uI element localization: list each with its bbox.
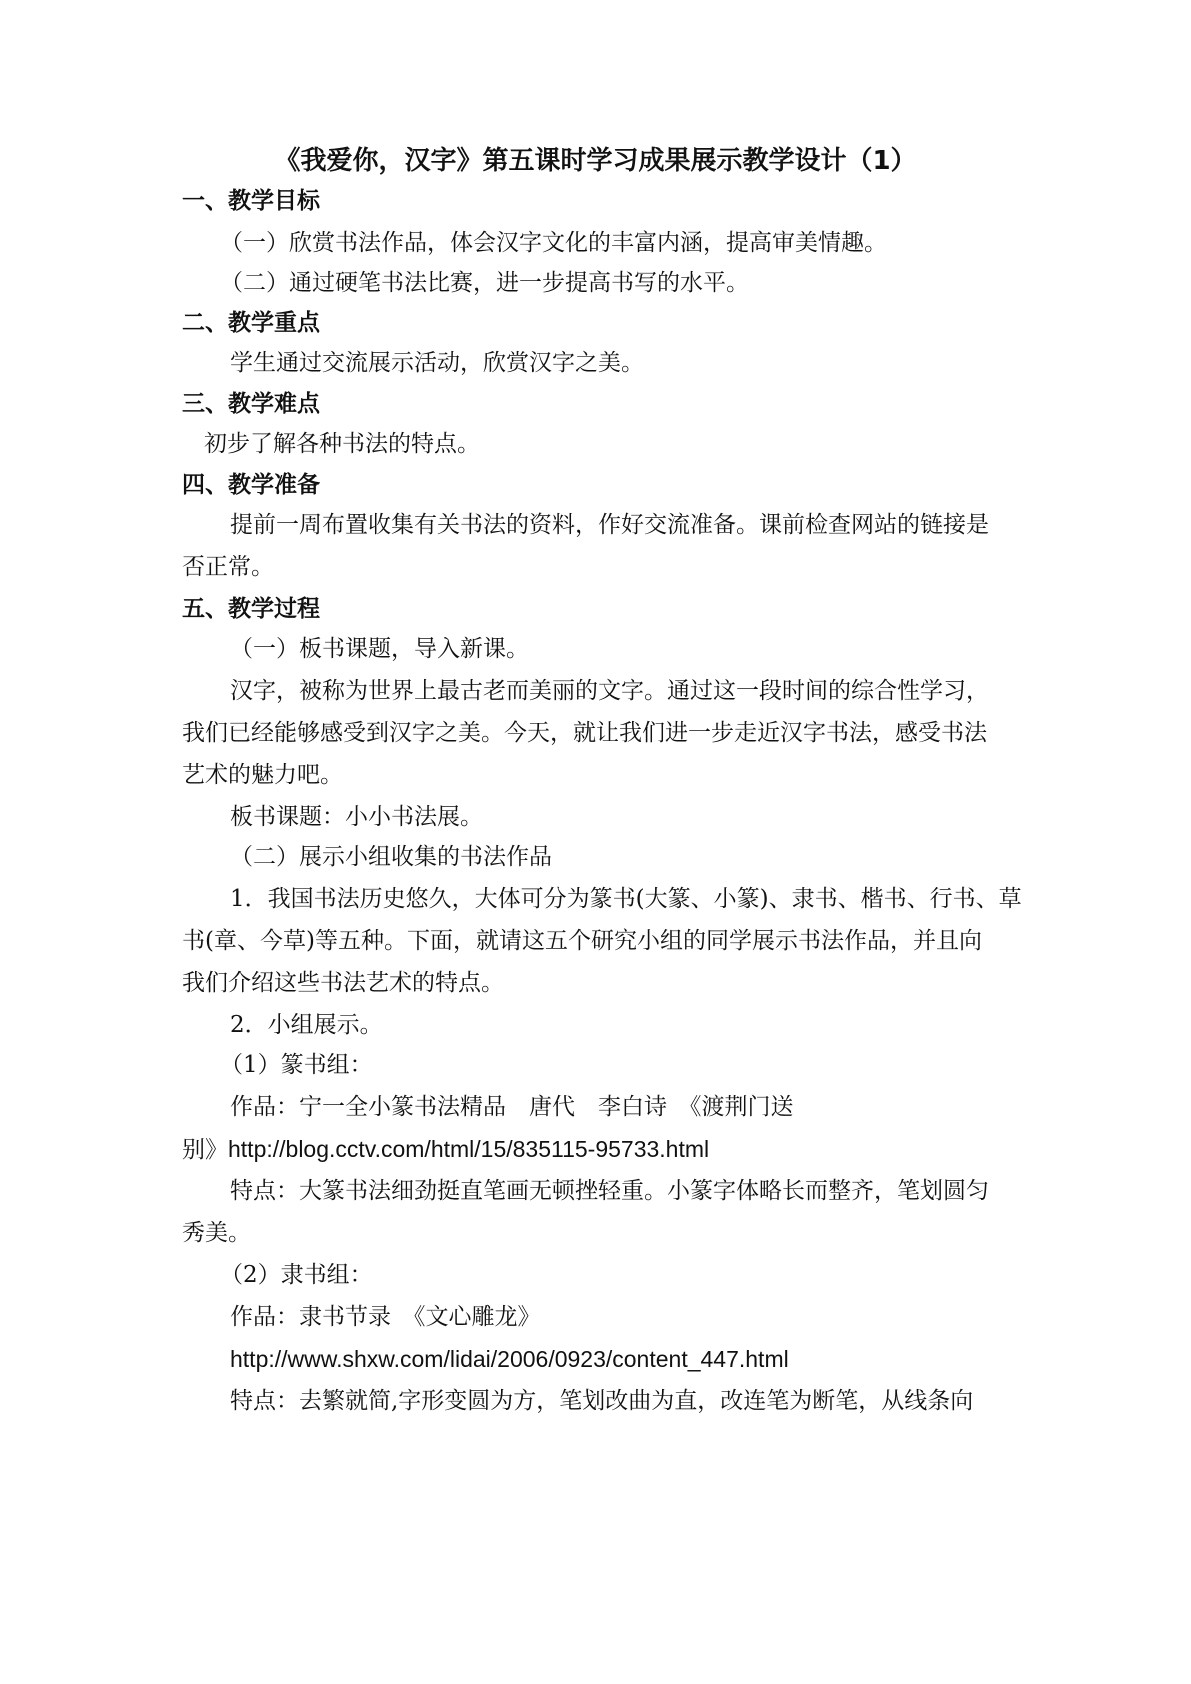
clerical-group-label: （2）隶书组：	[220, 1262, 373, 1288]
process-step-1: （一）板书课题，导入新课。	[230, 636, 529, 662]
objective-item-2: （二）通过硬笔书法比赛，进一步提高书写的水平。	[220, 270, 749, 296]
section-heading-focus: 二、教学重点	[182, 310, 320, 336]
process-paragraph-line: 我们已经能够感受到汉字之美。今天，就让我们进一步走近汉字书法，感受书法	[182, 720, 987, 746]
seal-group-work-line-2	[182, 1134, 1022, 1165]
seal-group-work-line-1: 作品：宁一全小篆书法精品 唐代 李白诗 《渡荆门送	[230, 1094, 794, 1120]
page-title: 《我爱你，汉字》第五课时学习成果展示教学设计（1）	[274, 146, 917, 176]
seal-group-feature-line: 特点：大篆书法细劲挺直笔画无顿挫轻重。小篆字体略长而整齐，笔划圆匀	[230, 1178, 989, 1204]
clerical-group-link[interactable]: http://www.shxw.com/lidai/2006/0923/content_447.html	[230, 1346, 789, 1372]
history-paragraph-line: 书(章、今草)等五种。下面，就请这五个研究小组的同学展示书法作品，并且向	[182, 928, 982, 954]
clerical-group-work: 作品：隶书节录 《文心雕龙》	[230, 1304, 541, 1330]
seal-group-feature-line: 秀美。	[182, 1220, 251, 1246]
process-step-2: （二）展示小组收集的书法作品	[230, 844, 552, 870]
difficulty-text: 初步了解各种书法的特点。	[204, 431, 480, 457]
preparation-line-1: 提前一周布置收集有关书法的资料，作好交流准备。课前检查网站的链接是	[230, 512, 989, 538]
history-paragraph-line: 我们介绍这些书法艺术的特点。	[182, 970, 504, 996]
history-paragraph-line: 1．我国书法历史悠久，大体可分为篆书(大篆、小篆)、隶书、楷书、行书、草	[230, 886, 1022, 912]
section-heading-process: 五、教学过程	[182, 596, 320, 622]
focus-text: 学生通过交流展示活动，欣赏汉字之美。	[230, 350, 644, 376]
board-title-text: 板书课题：小小书法展。	[230, 804, 483, 830]
seal-group-link[interactable]: http://blog.cctv.com/html/15/835115-95733.html	[228, 1136, 710, 1162]
process-paragraph-line: 汉字，被称为世界上最古老而美丽的文字。通过这一段时间的综合性学习，	[230, 678, 989, 704]
group-display-label: 2．小组展示。	[230, 1012, 383, 1038]
objective-item-1: （一）欣赏书法作品，体会汉字文化的丰富内涵，提高审美情趣。	[220, 230, 887, 256]
seal-group-work-prefix: 别》	[182, 1137, 228, 1163]
section-heading-objectives: 一、教学目标	[182, 188, 320, 214]
process-paragraph-line: 艺术的魅力吧。	[182, 762, 343, 788]
seal-group-label: （1）篆书组：	[220, 1052, 373, 1078]
clerical-group-feature-line: 特点：去繁就简,字形变圆为方，笔划改曲为直，改连笔为断笔，从线条向	[230, 1388, 974, 1414]
section-heading-preparation: 四、教学准备	[182, 472, 320, 498]
preparation-line-2: 否正常。	[182, 554, 274, 580]
section-heading-difficulty: 三、教学难点	[182, 391, 320, 417]
